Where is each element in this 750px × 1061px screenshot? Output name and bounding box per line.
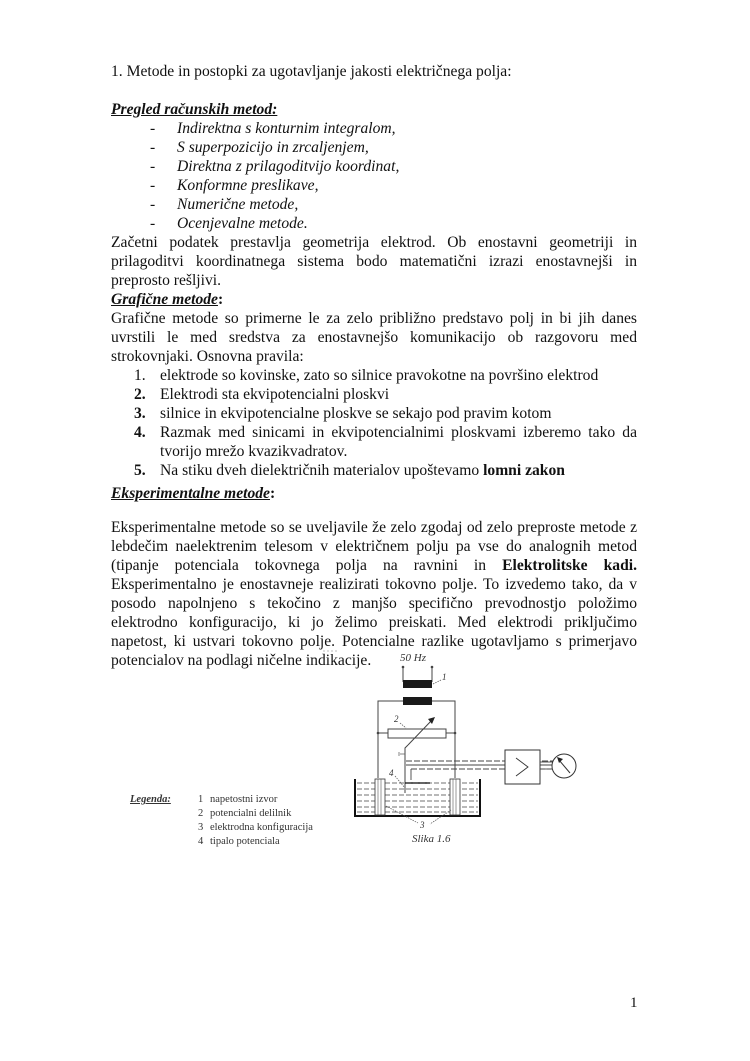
legend-item: 4 tipalo potenciala (198, 836, 280, 847)
list-item: 5. Na stiku dveh dielektričnih materialov upoštevamo lomni zakon (134, 462, 565, 479)
document-page: 1. Metode in postopki za ugotavljanje jakosti električnega polja: Pregled računskih metod: - Indirektna s konturnim integralom, - S superpozicijo in zrcaljenjem, - Direktna z prilagoditvijo koordinat, - Konformne preslikave, - Numerične metode, - Ocenjevalne metode. Začetni podatek prestavlja geometrija elektrod. Ob enostavni geometriji in prilagoditvi koordinatnega sistema bodo matematični izrazi enostavnejši in preprosto rešljivi. Grafične metode: Grafične metode so primerne le za zelo približno predstavo polj in bi jih danes uvrstili le med sredstva za enostavnejšo komunikacijo ob razgovoru med strokovnjaki. Osnovna pravila: 1. elektrode so kovinske, zato so silnice pravokotne na površino elektrod 2. Elektrodi sta ekvipotencialni ploskvi 3. silnice in ekvipotencialne ploskve se sekajo pod pravim kotom 4. Razmak med sinicami in ekvipotencialnimi ploskvami izberemo tako da tvorijo mrežo kvazikvadratov. 5. Na stiku dveh dielektričnih materialov upoštevamo lomni zakon Eksperimentalne metode: Eksperimentalne metode so se uveljavile že zelo zgodaj od zelo preproste metode z lebdečim naelektrenim telesom v električnem polju pa vse do analognih metod (tipanje potenciala tokovnega polja na ravnini in Elektrolitske kadi. Eksperimentalno je enostavneje realizirati tokovno polje. To izvedemo tako, da v posodo napolnjeno s tekočino z manjšo specifično prevodnostjo položimo elektrodno konfiguracijo, ki jo želimo preiskati. Med elektrodi priključimo napetost, ki ustvari tokovno polje. Potencialne razlike ugotavljamo s primerjavo potencialov na podlagi ničelne indikacije. 50 Hz 1 2 3 4 Slika 1.6 Legenda: 1 napetostni izvor 2 potencialni delilnik 3 elektrodna konfiguracija 4 tipalo potenciala 1 (111, 63, 638, 1011)
transformer-secondary (403, 697, 432, 705)
legend-item: 2 potencialni delilnik (198, 808, 292, 819)
list-number: 3. (134, 405, 146, 422)
dash-bullet: - (150, 177, 156, 194)
graphical-rules-list (134, 366, 637, 480)
legend-item: 1 napetostni izvor (198, 794, 278, 805)
emphasis-elektrolitske-kadi: Elektrolitske kadi. (502, 557, 637, 574)
transformer-primary (403, 680, 432, 688)
list-number: 2. (134, 386, 146, 403)
list-item: 4. Razmak med sinicami in ekvipotencialnimi ploskvami izberemo tako da tvorijo mrežo kvazikvadratov. (134, 424, 637, 460)
dash-bullet: - (150, 120, 156, 137)
figure-caption: Slika 1.6 (412, 833, 451, 845)
potentiometer (388, 729, 446, 738)
graphical-paragraph: Grafične metode so primerne le za zelo približno predstavo polj in bi jih danes uvrstili le med sredstva za enostavnejšo komunikacijo ob razgovoru med strokovnjaki. Osnovna pravila: (111, 310, 637, 365)
section-heading-experimental: Eksperimentalne metode: (111, 485, 276, 502)
list-item: 3. silnice in ekvipotencialne ploskve se sekajo pod pravim kotom (134, 405, 552, 422)
section-heading-graphical: Grafične metode: (111, 291, 224, 308)
callout-2: 2 (394, 714, 399, 724)
experimental-paragraph: Eksperimentalne metode so se uveljavile že zelo zgodaj od zelo preproste metode z lebdečim naelektrenim telesom v električnem polju pa vse do analognih metod (tipanje potenciala tokovnega polja na ravnini in Elektrolitske kadi. Eksperimentalno je enostavneje realizirati tokovno polje. To izvedemo tako, da v posodo napolnjeno s tekočino z manjšo specifično prevodnostjo položimo elektrodno konfiguracijo, ki jo želimo preiskati. Med elektrodi priključimo napetost, ki ustvari tokovno polje. Potencialne razlike ugotavljamo s primerjavo potencialov na podlagi ničelne indikacije. (111, 519, 637, 669)
callout-4: 4 (389, 768, 394, 778)
dash-bullet: - (150, 158, 156, 175)
electrode-left (375, 779, 385, 815)
page-number: 1 (630, 995, 638, 1011)
list-number: 4. (134, 424, 146, 441)
dash-bullet: - (150, 139, 156, 156)
document-title: 1. Metode in postopki za ugotavljanje jakosti električnega polja: (111, 63, 512, 80)
callout-3: 3 (420, 820, 425, 830)
electrode-right (450, 779, 460, 815)
emphasis-lomni-zakon: lomni zakon (483, 462, 565, 479)
dash-bullet: - (150, 196, 156, 213)
dash-bullet: - (150, 215, 156, 232)
computational-paragraph: Začetni podatek prestavlja geometrija elektrod. Ob enostavni geometriji in prilagoditvi koordinatnega sistema bodo matematični izrazi enostavnejši in preprosto rešljivi. (111, 234, 637, 289)
circuit-diagram (320, 648, 580, 858)
list-number: 1. (134, 367, 146, 384)
list-item: 2. Elektrodi sta ekvipotencialni ploskvi (134, 386, 390, 403)
list-item: 1. elektrode so kovinske, zato so silnice pravokotne na površino elektrod (134, 367, 599, 384)
amplifier (505, 750, 540, 784)
legend-title: Legenda: (130, 794, 171, 805)
legend-items (198, 793, 313, 849)
list-number: 5. (134, 462, 146, 479)
legend-item: 3 elektrodna konfiguracija (198, 822, 313, 833)
section-heading-computational: Pregled računskih metod: (111, 101, 278, 118)
callout-1: 1 (442, 672, 447, 682)
electrolytic-tank-figure (320, 648, 580, 858)
frequency-label: 50 Hz (400, 652, 426, 664)
